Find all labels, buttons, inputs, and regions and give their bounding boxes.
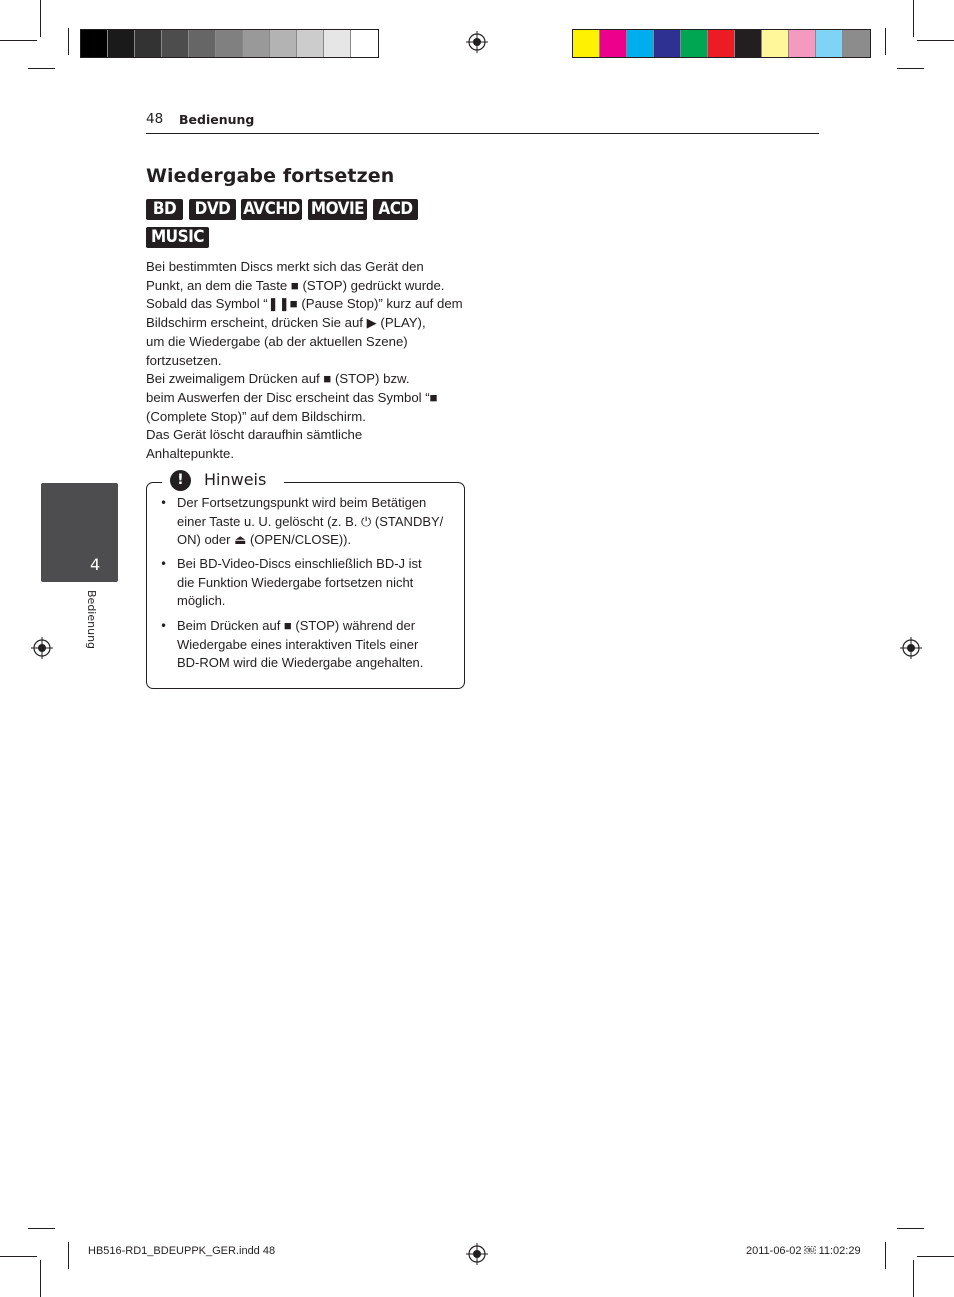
gray-swatch	[270, 30, 297, 57]
note-line: ON) oder ⏏ (OPEN/CLOSE)).	[177, 532, 352, 548]
body-line: (Complete Stop)” auf dem Bildschirm.	[146, 408, 366, 424]
chapter-number: 4	[90, 555, 101, 574]
gray-swatch	[324, 30, 351, 57]
color-swatch	[789, 30, 816, 57]
note-line: Beim Drücken auf ■ (STOP) während der	[177, 618, 416, 633]
gray-swatch	[351, 30, 378, 57]
note-line: Bei BD-Video-Discs einschließlich BD-J ist	[177, 556, 422, 571]
body-line: Bildschirm erscheint, drücken Sie auf ▶ (PLAY),	[146, 315, 426, 331]
note-line: möglich.	[177, 593, 226, 609]
gray-swatch	[243, 30, 270, 57]
exclamation-icon: !	[170, 470, 191, 491]
crop-mark	[917, 40, 954, 41]
color-swatch	[735, 30, 762, 57]
body-line: Punkt, an dem die Taste ■ (STOP) gedrückt wurde.	[146, 277, 445, 293]
chapter-tab	[41, 483, 118, 582]
note-line: die Funktion Wiedergabe fortsetzen nicht	[177, 574, 414, 590]
crop-mark	[913, 0, 914, 37]
crop-mark	[0, 40, 37, 41]
disc-badge-music: MUSIC	[146, 227, 209, 248]
body-line: Bei bestimmten Discs merkt sich das Gerät den	[146, 259, 424, 274]
crop-mark	[68, 1242, 69, 1269]
section-title: Wiedergabe fortsetzen	[146, 165, 395, 187]
disc-badge-bd: BD	[146, 199, 183, 220]
disc-badge-movie: MOVIE	[308, 199, 367, 220]
body-line: Das Gerät löscht daraufhin sämtliche	[146, 427, 363, 443]
chapter-label: Bedienung	[85, 590, 98, 650]
color-swatch	[627, 30, 654, 57]
note-title: Hinweis	[204, 470, 267, 489]
header-rule	[146, 133, 819, 134]
body-line: beim Auswerfen der Disc erscheint das Symbol “■	[146, 389, 438, 405]
registration-mark-icon	[900, 637, 922, 659]
body-line: um die Wiedergabe (ab der aktuellen Szene)	[146, 333, 408, 349]
registration-mark-icon	[31, 637, 53, 659]
color-swatch	[573, 30, 600, 57]
color-swatch	[762, 30, 789, 57]
crop-mark	[40, 0, 41, 37]
disc-badge-avchd: AVCHD	[241, 199, 302, 220]
color-swatch	[816, 30, 843, 57]
bullet-icon: •	[160, 557, 168, 571]
registration-mark-icon	[466, 31, 488, 53]
crop-mark	[28, 68, 55, 69]
crop-mark	[28, 1228, 55, 1229]
crop-mark	[885, 28, 886, 55]
note-line: einer Taste u. U. gelöscht (z. B. ⏻ (STANDBY/	[177, 513, 444, 529]
note-line: Der Fortsetzungspunkt wird beim Betätigen	[177, 495, 427, 510]
color-swatch	[843, 30, 870, 57]
crop-mark	[897, 1228, 924, 1229]
process-color-bar	[572, 29, 871, 58]
slug-filename: HB516-RD1_BDEUPPK_GER.indd 48	[88, 1245, 276, 1257]
color-swatch	[600, 30, 627, 57]
note-item	[177, 555, 422, 611]
gray-swatch	[297, 30, 324, 57]
crop-mark	[0, 1256, 37, 1257]
slug-timestamp: 2011-06-02 ￼ 11:02:29	[746, 1245, 861, 1257]
bullet-icon: •	[160, 619, 168, 633]
gray-swatch	[189, 30, 216, 57]
crop-mark	[40, 1260, 41, 1297]
color-swatch	[708, 30, 735, 57]
gray-color-bar	[80, 29, 379, 58]
registration-mark-icon	[466, 1243, 488, 1265]
page-number: 48	[146, 111, 164, 127]
body-line: Bei zweimaligem Drücken auf ■ (STOP) bzw.	[146, 371, 410, 387]
body-line: fortzusetzen.	[146, 352, 222, 368]
gray-swatch	[216, 30, 243, 57]
running-header: Bedienung	[179, 112, 255, 127]
crop-mark	[917, 1256, 954, 1257]
gray-swatch	[108, 30, 135, 57]
gray-swatch	[162, 30, 189, 57]
note-line: Wiedergabe eines interaktiven Titels einer	[177, 636, 419, 652]
body-paragraph	[146, 258, 463, 464]
disc-badge-dvd: DVD	[189, 199, 236, 220]
crop-mark	[913, 1260, 914, 1297]
color-swatch	[654, 30, 681, 57]
color-swatch	[681, 30, 708, 57]
bullet-icon: •	[160, 496, 168, 510]
crop-mark	[68, 28, 69, 55]
crop-mark	[897, 68, 924, 69]
disc-badge-acd: ACD	[373, 199, 418, 220]
crop-mark	[885, 1242, 886, 1269]
note-item	[177, 494, 443, 550]
body-line: Anhaltepunkte.	[146, 446, 234, 462]
gray-swatch	[135, 30, 162, 57]
body-line: Sobald das Symbol “❚❚■ (Pause Stop)” kurz auf dem	[146, 296, 463, 312]
note-item	[177, 617, 423, 673]
note-line: BD-ROM wird die Wiedergabe angehalten.	[177, 655, 424, 671]
gray-swatch	[81, 30, 108, 57]
